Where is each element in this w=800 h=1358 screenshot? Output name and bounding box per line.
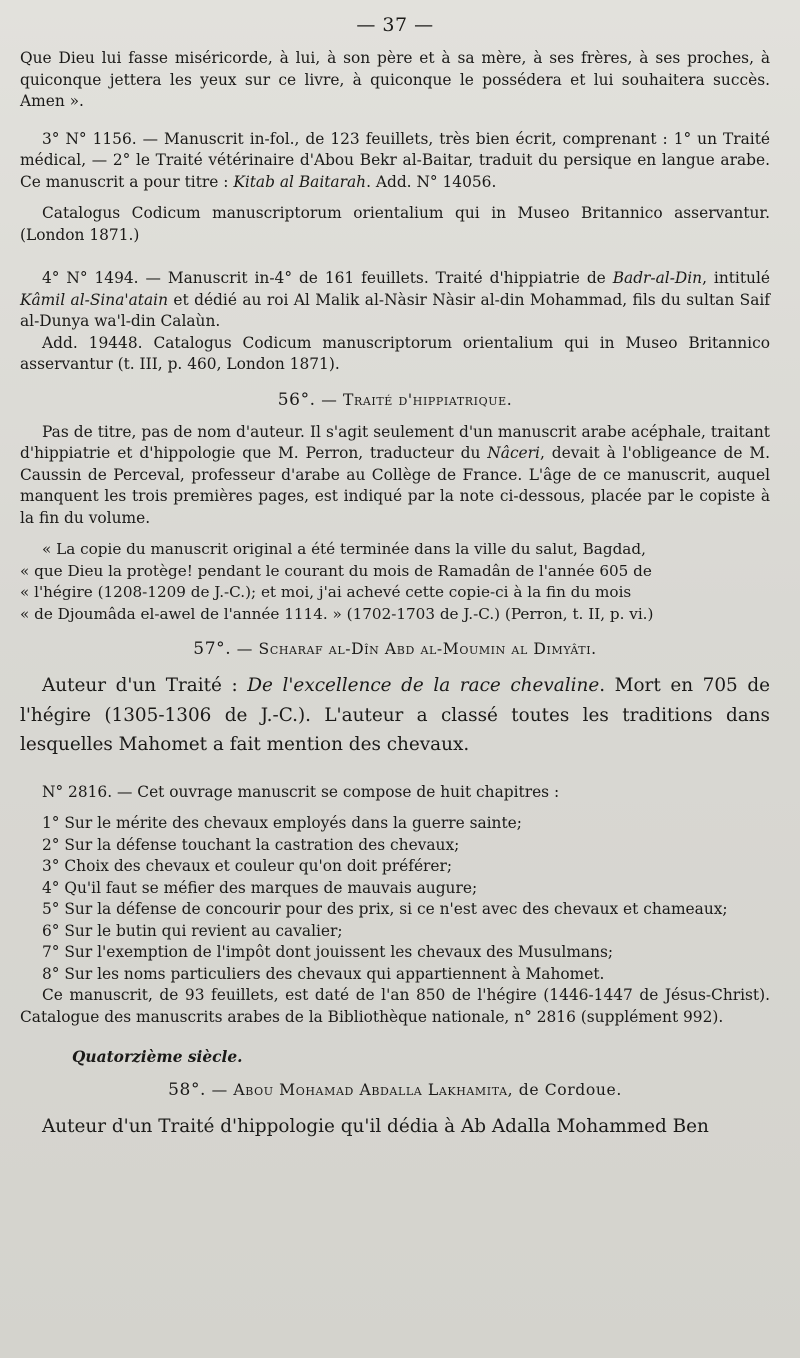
quote-line-3: « l'hégire (1208-1209 de J.-C.); et moi, j'ai achevé cette copie-ci à la fin du mois [20,583,632,601]
section57-work-title: De l'excellence de la race chevaline [247,675,600,696]
item3-catalogue: Catalogus Codicum manuscriptorum orientalium qui in Museo Britannico asservantur. (London 1871.) [20,204,770,244]
section57-heading [20,639,770,659]
item4-paragraph [20,268,770,333]
chapter-item: 1° Sur le mérite des chevaux employés dans la guerre sainte; [42,814,522,832]
item3-end: . Add. N° 14056. [366,172,497,191]
page-number: — 37 — [356,14,434,36]
quote-line-1: « La copie du manuscrit original a été terminée dans la ville du salut, Bagdad, [42,540,646,558]
item4-author: Badr-al-Din [612,269,703,287]
section56-naceri: Nâceri [487,444,540,462]
section57-title: Scharaf al-Dîn Abd al-Moumin al Dimyâti. [258,640,597,658]
section57-intro-start: Auteur d'un Traité : [42,675,248,696]
section58-title: Abou Mohamad Abdalla Lakhamita [233,1081,508,1099]
item4-intro: 4° N° 1494. — Manuscrit in-4° de 161 feuillets. Traité d'hippiatrie de [42,269,613,287]
chapter-item: 2° Sur la défense touchant la castration des chevaux; [42,835,460,854]
section58-place: , de Cordoue. [507,1081,622,1099]
section57-intro-end: . Mort en 705 de l'hégire (1305-1306 de J.-C.). L'auteur a classé toutes les traditions dans lesquelles Mahomet a fait mention des chevaux. [20,675,770,755]
quote-line-4: « de Djoumâda el-awel de l'année 1114. » (1702-1703 de J.-C.) (Perron, t. II, p. vi.) [20,604,654,623]
section58-number: 58°. [168,1080,207,1100]
item4-end: et dédié au roi Al Malik al-Nàsir Nàsir al-din Mohammad, fils du sultan Saif al-Dunya wa'l-din Calaùn. [20,290,770,330]
section57-number: 57°. [193,639,232,659]
section56-text-end: , devait à l'obligeance de M. Caussin de Perceval, professeur d'arabe au Collège de France. L'âge de ce manuscrit, auquel manquent les trois premières pages, est indiqué par la note ci-dessous, placée par le copiste à la fin du volume. [20,444,770,527]
item4-catalogue: Add. 19448. Catalogus Codicum manuscriptorum orientalium qui in Museo Britannico asservantur (t. III, p. 460, London 1871). [20,333,770,373]
item3-intro: 3° N° 1156. — Manuscrit in-fol., de 123 feuillets, très bien écrit, comprenant : 1° un Traité médical, — 2° le Traité vétérinaire d'Abou Bekr al-Baitar, traduit du persique en langue arabe. Ce manuscrit a pour titre : [20,129,770,191]
section56-heading [20,390,770,410]
section56-quote [20,539,770,625]
chapter-item: 4° Qu'il faut se méfier des marques de mauvais augure; [42,878,478,897]
item3-paragraph [20,129,770,194]
chapter-item: 3° Choix des chevaux et couleur qu'on doit préférer; [42,857,453,875]
item4-title: Kâmil al-Sina'atain [20,290,168,309]
quote-line-2: « que Dieu la protège! pendant le courant du mois de Ramadân de l'année 605 de [20,561,652,580]
chapter-item: 8° Sur les noms particuliers des chevaux qui appartiennent à Mahomet. [42,964,605,983]
section58-heading [20,1080,770,1100]
section57-manuscript-intro: N° 2816. — Cet ouvrage manuscrit se compose de huit chapitres : [42,782,560,801]
century-label: Quatorzième siècle. [72,1048,243,1066]
chapter-list [20,813,770,985]
chapter-item: 6° Sur le butin qui revient au cavalier; [42,921,343,940]
chapter-item: 7° Sur l'exemption de l'impôt dont jouissent les chevaux des Musulmans; [42,943,614,961]
section58-dash: — [206,1081,234,1099]
opening-paragraph: Que Dieu lui fasse miséricorde, à lui, à son père et à sa mère, à ses frères, à ses proches, à quiconque jettera les yeux sur ce livre, à quiconque le possédera et lui souhaitera succès. Amen ». [20,49,770,110]
section56-dash: — [315,390,343,409]
section56-text-start: Pas de titre, pas de nom d'auteur. Il s'agit seulement d'un manuscrit arabe acéphale, traitant d'hippiatrie et d'hippologie que M. Perron, traducteur du [20,422,770,462]
chapter-item: 5° Sur la défense de concourir pour des prix, si ce n'est avec des chevaux et chameaux; [42,900,728,918]
item4-mid: , intitulé [702,269,770,287]
section58-paragraph: Auteur d'un Traité d'hippologie qu'il dédia à Ab Adalla Mohammed Ben [42,1116,709,1137]
section57-intro [20,671,770,760]
section56-paragraph [20,422,770,530]
section56-number: 56°. [277,389,316,410]
section57-dash: — [231,640,259,658]
section56-title: Traité d'hippiatrique. [342,390,513,409]
item3-title: Kitab al Baitarah [233,172,367,191]
section57-closing: Ce manuscrit, de 93 feuillets, est daté de l'an 850 de l'hégire (1446-1447 de Jésus-Christ). Catalogue des manuscrits arabes de la Bibliothèque nationale, n° 2816 (supplément 992). [20,986,770,1026]
